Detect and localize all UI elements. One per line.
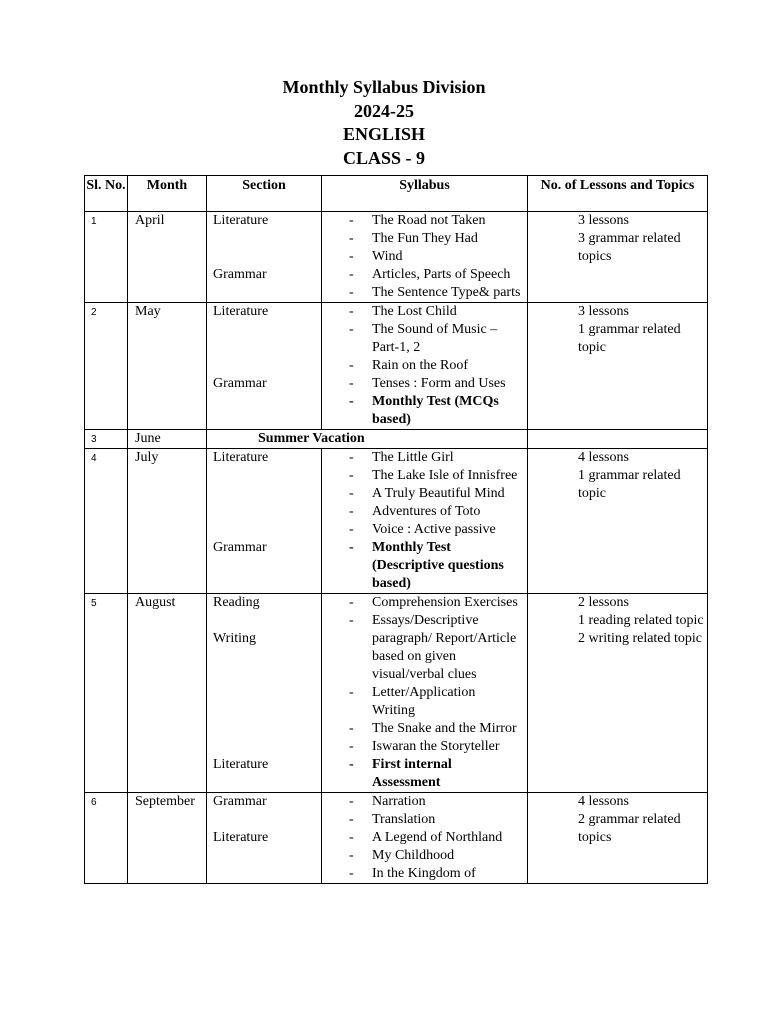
section-label: Writing (213, 631, 256, 646)
section-label (213, 738, 321, 756)
section-label (213, 666, 321, 684)
lessons-cell (528, 793, 708, 884)
dash-bullet-icon: - (349, 613, 354, 628)
syllabus-list (322, 303, 527, 429)
dash-bullet-icon: - (349, 267, 354, 282)
syllabus-item (322, 248, 527, 266)
col-header-month: Month (128, 176, 207, 212)
section-label: Literature (213, 450, 269, 465)
serial-number: 6 (85, 793, 128, 884)
dash-bullet-icon: - (349, 358, 354, 373)
dash-bullet-icon: - (349, 757, 354, 772)
syllabus-item-text: First internal Assessment (372, 757, 452, 790)
syllabus-cell (322, 594, 528, 793)
lessons-line: 2 lessons (578, 595, 629, 610)
month-cell: May (128, 303, 207, 430)
dash-bullet-icon: - (349, 285, 354, 300)
section-label: Literature (213, 830, 269, 845)
syllabus-list (322, 793, 527, 883)
section-label (213, 248, 321, 266)
syllabus-item (322, 303, 527, 321)
syllabus-item-text: The Fun They Had (372, 231, 478, 246)
syllabus-item (322, 230, 527, 248)
syllabus-item (322, 485, 527, 503)
syllabus-item-text: A Truly Beautiful Mind (372, 486, 505, 501)
dash-bullet-icon: - (349, 685, 354, 700)
lessons-line: 2 writing related topic (578, 631, 703, 646)
document-title: Monthly Syllabus Division (282, 77, 486, 97)
syllabus-list (322, 449, 527, 593)
syllabus-cell (322, 793, 528, 884)
dash-bullet-icon: - (349, 848, 354, 863)
syllabus-item (322, 684, 527, 720)
serial-number: 4 (85, 449, 128, 594)
syllabus-item (322, 503, 527, 521)
section-label: Literature (213, 757, 269, 772)
month-cell: September (128, 793, 207, 884)
syllabus-item-text: A Legend of Northland (372, 830, 503, 845)
section-label (213, 612, 321, 630)
section-label (213, 357, 321, 375)
section-label: Grammar (213, 794, 267, 809)
syllabus-item-text: Translation (372, 812, 436, 827)
col-header-syllabus: Syllabus (322, 176, 528, 212)
class-name: CLASS - 9 (342, 147, 426, 168)
serial-number: 1 (85, 212, 128, 303)
dash-bullet-icon: - (349, 739, 354, 754)
section-cell (207, 793, 322, 884)
section-label (213, 503, 321, 521)
serial-number: 2 (85, 303, 128, 430)
table-row (85, 449, 708, 594)
dash-bullet-icon: - (349, 231, 354, 246)
lessons-line: 3 grammar related topics (578, 231, 681, 264)
syllabus-item-text: Wind (372, 249, 403, 264)
section-label (213, 467, 321, 485)
section-label: Grammar (213, 540, 267, 555)
col-header-section: Section (207, 176, 322, 212)
dash-bullet-icon: - (349, 830, 354, 845)
syllabus-item (322, 847, 527, 865)
syllabus-item (322, 375, 527, 393)
section-label (213, 648, 321, 666)
dash-bullet-icon: - (349, 394, 354, 409)
section-cell (207, 449, 322, 594)
syllabus-item (322, 756, 527, 792)
section-label (213, 339, 321, 357)
lessons-cell (528, 430, 708, 449)
serial-number: 3 (85, 430, 128, 449)
section-label (213, 485, 321, 503)
lessons-line: 1 grammar related topic (578, 322, 681, 355)
dash-bullet-icon: - (349, 249, 354, 264)
section-label: Grammar (213, 376, 267, 391)
dash-bullet-icon: - (349, 866, 354, 881)
section-label (213, 230, 321, 248)
table-row (85, 793, 708, 884)
syllabus-item (322, 811, 527, 829)
section-label: Literature (213, 304, 269, 319)
lessons-cell (528, 449, 708, 594)
syllabus-item (322, 321, 527, 357)
month-cell: July (128, 449, 207, 594)
dash-bullet-icon: - (349, 468, 354, 483)
syllabus-item (322, 738, 527, 756)
syllabus-item (322, 793, 527, 811)
syllabus-item-text: Essays/Descriptive paragraph/ Report/Article based on given visual/verbal clues (372, 613, 517, 682)
dash-bullet-icon: - (349, 376, 354, 391)
month-cell: April (128, 212, 207, 303)
col-header-lessons: No. of Lessons and Topics (528, 176, 708, 212)
syllabus-list (322, 594, 527, 792)
lessons-line: 4 lessons (578, 450, 629, 465)
syllabus-item (322, 284, 527, 302)
syllabus-cell (322, 449, 528, 594)
section-label (213, 811, 321, 829)
vacation-label: Summer Vacation (258, 431, 365, 446)
dash-bullet-icon: - (349, 812, 354, 827)
dash-bullet-icon: - (349, 522, 354, 537)
section-label (213, 720, 321, 738)
syllabus-item (322, 393, 527, 429)
month-cell: August (128, 594, 207, 793)
syllabus-item (322, 357, 527, 375)
syllabus-cell (322, 212, 528, 303)
subject-name: ENGLISH (342, 124, 426, 144)
syllabus-table (84, 175, 708, 884)
syllabus-item-text: In the Kingdom of (372, 866, 476, 881)
dash-bullet-icon: - (349, 721, 354, 736)
syllabus-item-text: Rain on the Roof (372, 358, 469, 373)
table-row (85, 212, 708, 303)
vacation-cell (207, 430, 528, 449)
dash-bullet-icon: - (349, 304, 354, 319)
syllabus-item-text: Monthly Test (MCQs based) (372, 394, 499, 427)
dash-bullet-icon: - (349, 322, 354, 337)
lessons-line: 3 lessons (578, 213, 629, 228)
syllabus-item-text: The Road not Taken (372, 213, 486, 228)
lessons-cell (528, 303, 708, 430)
syllabus-item (322, 467, 527, 485)
section-label (213, 702, 321, 720)
dash-bullet-icon: - (349, 213, 354, 228)
syllabus-item-text: Letter/Application Writing (372, 685, 476, 718)
syllabus-item-text: The Sentence Type& parts (372, 285, 521, 300)
academic-year: 2024-25 (354, 100, 414, 121)
syllabus-item-text: The Lost Child (372, 304, 457, 319)
section-label: Grammar (213, 267, 267, 282)
syllabus-item-text: Tenses : Form and Uses (372, 376, 506, 391)
section-label: Reading (213, 595, 260, 610)
syllabus-item-text: Monthly Test (Descriptive questions based) (372, 540, 504, 591)
syllabus-item (322, 829, 527, 847)
serial-number: 5 (85, 594, 128, 793)
lessons-cell (528, 212, 708, 303)
syllabus-item (322, 449, 527, 467)
syllabus-item (322, 612, 527, 684)
lessons-line: 4 lessons (578, 794, 629, 809)
syllabus-item-text: Narration (372, 794, 426, 809)
section-label (213, 321, 321, 339)
lessons-line: 1 grammar related topic (578, 468, 681, 501)
syllabus-item-text: The Snake and the Mirror (372, 721, 517, 736)
lessons-line: 3 lessons (578, 304, 629, 319)
lessons-cell (528, 594, 708, 793)
syllabus-item (322, 594, 527, 612)
syllabus-item (322, 266, 527, 284)
syllabus-item (322, 212, 527, 230)
document-header (0, 76, 768, 170)
syllabus-item-text: Iswaran the Storyteller (372, 739, 500, 754)
dash-bullet-icon: - (349, 450, 354, 465)
syllabus-item-text: The Sound of Music – Part-1, 2 (372, 322, 498, 355)
table-row (85, 303, 708, 430)
lessons-line: 2 grammar related topics (578, 812, 681, 845)
table-row (85, 430, 708, 449)
section-cell (207, 212, 322, 303)
syllabus-list (322, 212, 527, 302)
table-header-row (85, 176, 708, 212)
syllabus-item-text: Articles, Parts of Speech (372, 267, 511, 282)
syllabus-cell (322, 303, 528, 430)
syllabus-item-text: The Little Girl (372, 450, 454, 465)
table-row (85, 594, 708, 793)
syllabus-item (322, 865, 527, 883)
month-cell: June (128, 430, 207, 449)
col-header-sl: Sl. No. (85, 176, 128, 212)
section-label: Literature (213, 213, 269, 228)
lessons-line: 1 reading related topic (578, 613, 704, 628)
dash-bullet-icon: - (349, 486, 354, 501)
dash-bullet-icon: - (349, 504, 354, 519)
section-label (213, 684, 321, 702)
dash-bullet-icon: - (349, 540, 354, 555)
syllabus-item-text: The Lake Isle of Innisfree (372, 468, 518, 483)
table-body (85, 212, 708, 884)
syllabus-item-text: My Childhood (372, 848, 455, 863)
syllabus-item (322, 720, 527, 738)
syllabus-item-text: Adventures of Toto (372, 504, 481, 519)
dash-bullet-icon: - (349, 595, 354, 610)
section-cell (207, 303, 322, 430)
syllabus-item (322, 521, 527, 539)
syllabus-item (322, 539, 527, 593)
syllabus-item-text: Voice : Active passive (372, 522, 496, 537)
section-label (213, 521, 321, 539)
dash-bullet-icon: - (349, 794, 354, 809)
syllabus-item-text: Comprehension Exercises (372, 595, 518, 610)
section-cell (207, 594, 322, 793)
